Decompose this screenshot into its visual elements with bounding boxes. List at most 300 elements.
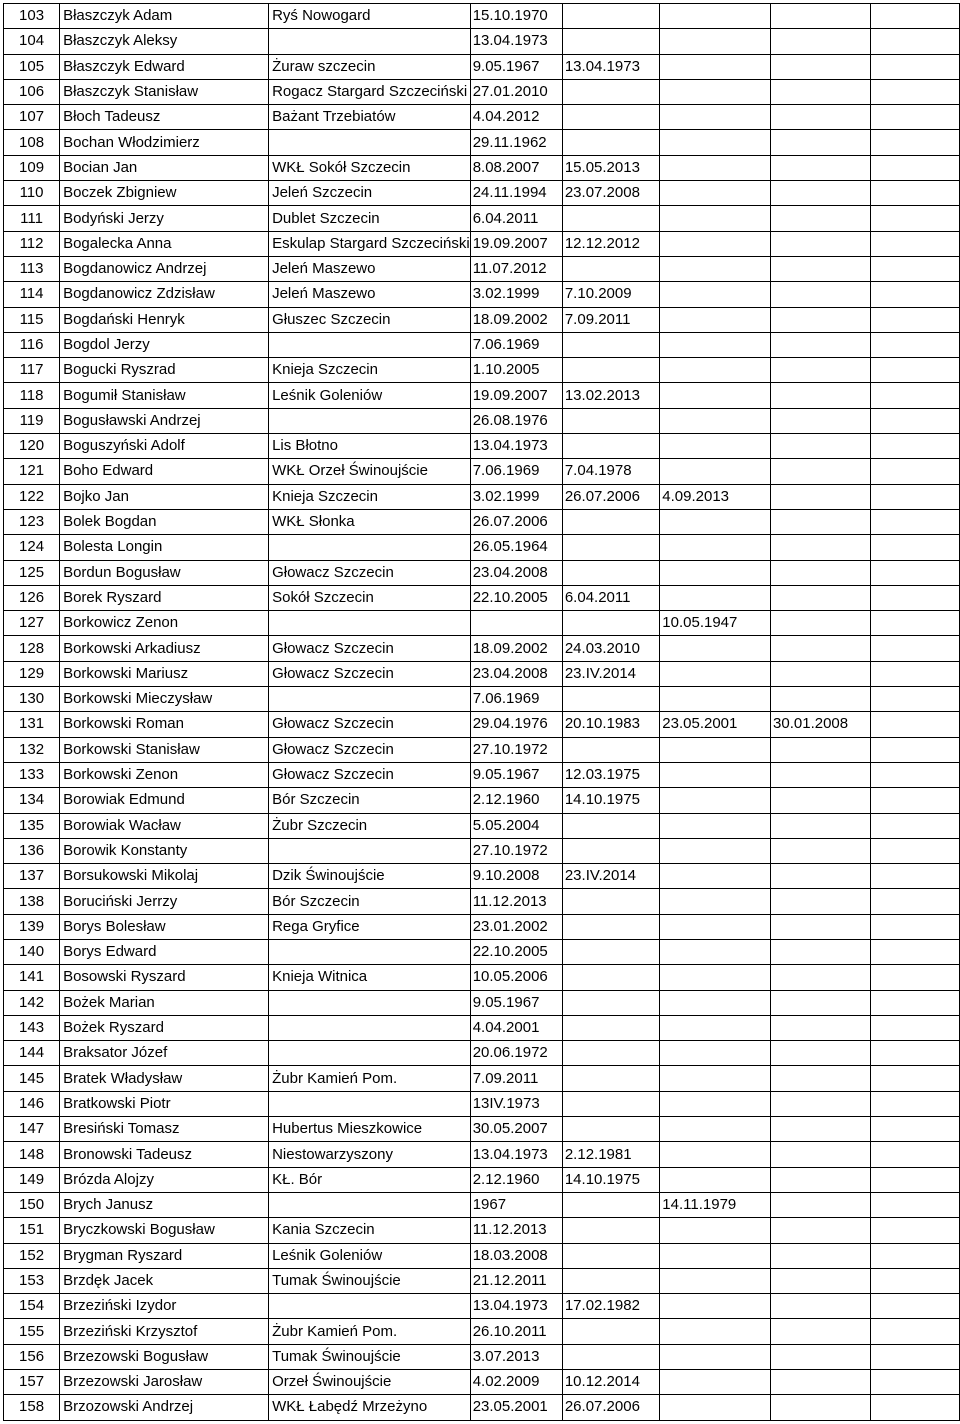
table-row xyxy=(4,1319,960,1344)
table-row xyxy=(4,484,960,509)
date-4-cell xyxy=(771,256,871,281)
date-1-cell: 7.06.1969 xyxy=(470,687,562,712)
member-name-cell: Borowiak Edmund xyxy=(60,788,269,813)
club-cell: Bór Szczecin xyxy=(269,788,471,813)
date-3-cell xyxy=(660,762,771,787)
table-row xyxy=(4,181,960,206)
club-cell xyxy=(269,939,471,964)
date-4-cell xyxy=(771,509,871,534)
member-name-cell: Bodyński Jerzy xyxy=(60,206,269,231)
date-1-cell: 11.07.2012 xyxy=(470,256,562,281)
date-2-cell xyxy=(562,206,659,231)
table-row xyxy=(4,509,960,534)
date-1-cell: 10.05.2006 xyxy=(470,965,562,990)
row-number-cell: 106 xyxy=(4,79,60,104)
member-name-cell: Borkowski Mariusz xyxy=(60,661,269,686)
row-number-cell: 114 xyxy=(4,282,60,307)
date-2-cell xyxy=(562,105,659,130)
row-number-cell: 131 xyxy=(4,712,60,737)
date-3-cell xyxy=(660,585,771,610)
club-cell: Rogacz Stargard Szczeciński xyxy=(269,79,471,104)
date-4-cell xyxy=(771,1294,871,1319)
date-1-cell xyxy=(470,611,562,636)
date-1-cell: 13.04.1973 xyxy=(470,29,562,54)
member-name-cell: Błoch Tadeusz xyxy=(60,105,269,130)
club-cell: Głowacz Szczecin xyxy=(269,762,471,787)
member-name-cell: Bryczkowski Bogusław xyxy=(60,1218,269,1243)
date-1-cell: 26.07.2006 xyxy=(470,509,562,534)
date-5-cell xyxy=(871,1192,960,1217)
table-row xyxy=(4,990,960,1015)
date-5-cell xyxy=(871,434,960,459)
table-row xyxy=(4,105,960,130)
row-number-cell: 107 xyxy=(4,105,60,130)
member-name-cell: Boho Edward xyxy=(60,459,269,484)
date-3-cell xyxy=(660,737,771,762)
date-3-cell xyxy=(660,4,771,29)
row-number-cell: 145 xyxy=(4,1066,60,1091)
date-2-cell xyxy=(562,130,659,155)
row-number-cell: 105 xyxy=(4,54,60,79)
date-3-cell xyxy=(660,1344,771,1369)
date-2-cell xyxy=(562,1015,659,1040)
date-2-cell xyxy=(562,1091,659,1116)
date-5-cell xyxy=(871,914,960,939)
date-4-cell: 30.01.2008 xyxy=(771,712,871,737)
member-name-cell: Borkowski Mieczysław xyxy=(60,687,269,712)
date-2-cell xyxy=(562,79,659,104)
date-5-cell xyxy=(871,130,960,155)
date-5-cell xyxy=(871,611,960,636)
row-number-cell: 139 xyxy=(4,914,60,939)
member-name-cell: Brych Janusz xyxy=(60,1192,269,1217)
date-3-cell xyxy=(660,1041,771,1066)
member-name-cell: Brzozowski Andrzej xyxy=(60,1395,269,1420)
table-row xyxy=(4,206,960,231)
row-number-cell: 103 xyxy=(4,4,60,29)
date-4-cell xyxy=(771,155,871,180)
table-row xyxy=(4,1268,960,1293)
row-number-cell: 115 xyxy=(4,307,60,332)
table-row xyxy=(4,838,960,863)
club-cell: Jeleń Maszewo xyxy=(269,282,471,307)
date-3-cell xyxy=(660,1395,771,1420)
member-name-cell: Bogumił Stanisław xyxy=(60,383,269,408)
club-cell: Głowacz Szczecin xyxy=(269,712,471,737)
date-4-cell xyxy=(771,332,871,357)
date-2-cell: 23.07.2008 xyxy=(562,181,659,206)
row-number-cell: 112 xyxy=(4,231,60,256)
date-5-cell xyxy=(871,737,960,762)
date-2-cell xyxy=(562,509,659,534)
date-3-cell xyxy=(660,155,771,180)
date-1-cell: 11.12.2013 xyxy=(470,1218,562,1243)
table-row xyxy=(4,1041,960,1066)
date-5-cell xyxy=(871,282,960,307)
table-row xyxy=(4,459,960,484)
date-2-cell: 24.03.2010 xyxy=(562,636,659,661)
date-2-cell: 26.07.2006 xyxy=(562,1395,659,1420)
date-3-cell xyxy=(660,990,771,1015)
club-cell xyxy=(269,332,471,357)
member-name-cell: Borowik Konstanty xyxy=(60,838,269,863)
member-name-cell: Bogdol Jerzy xyxy=(60,332,269,357)
row-number-cell: 153 xyxy=(4,1268,60,1293)
date-2-cell xyxy=(562,1041,659,1066)
member-name-cell: Bratkowski Piotr xyxy=(60,1091,269,1116)
date-3-cell xyxy=(660,105,771,130)
club-cell xyxy=(269,990,471,1015)
club-cell xyxy=(269,535,471,560)
date-1-cell: 3.02.1999 xyxy=(470,282,562,307)
date-4-cell xyxy=(771,990,871,1015)
date-2-cell: 2.12.1981 xyxy=(562,1142,659,1167)
date-5-cell xyxy=(871,307,960,332)
date-5-cell xyxy=(871,1041,960,1066)
date-4-cell xyxy=(771,611,871,636)
date-1-cell: 18.09.2002 xyxy=(470,636,562,661)
member-name-cell: Borkowski Arkadiusz xyxy=(60,636,269,661)
date-2-cell xyxy=(562,408,659,433)
row-number-cell: 113 xyxy=(4,256,60,281)
date-4-cell xyxy=(771,1117,871,1142)
member-name-cell: Borys Bolesław xyxy=(60,914,269,939)
date-1-cell: 27.10.1972 xyxy=(470,737,562,762)
date-2-cell xyxy=(562,813,659,838)
date-2-cell xyxy=(562,535,659,560)
row-number-cell: 146 xyxy=(4,1091,60,1116)
member-name-cell: Bronowski Tadeusz xyxy=(60,1142,269,1167)
date-4-cell xyxy=(771,813,871,838)
member-name-cell: Brzeziński Izydor xyxy=(60,1294,269,1319)
date-1-cell: 21.12.2011 xyxy=(470,1268,562,1293)
member-name-cell: Błaszczyk Aleksy xyxy=(60,29,269,54)
row-number-cell: 121 xyxy=(4,459,60,484)
date-4-cell xyxy=(771,79,871,104)
club-cell: Żubr Kamień Pom. xyxy=(269,1319,471,1344)
date-4-cell xyxy=(771,459,871,484)
date-4-cell xyxy=(771,383,871,408)
club-cell xyxy=(269,687,471,712)
club-cell xyxy=(269,1041,471,1066)
table-row xyxy=(4,1218,960,1243)
date-4-cell xyxy=(771,1167,871,1192)
date-4-cell xyxy=(771,1142,871,1167)
date-2-cell xyxy=(562,990,659,1015)
date-3-cell xyxy=(660,687,771,712)
date-1-cell: 18.03.2008 xyxy=(470,1243,562,1268)
date-1-cell: 23.04.2008 xyxy=(470,560,562,585)
row-number-cell: 149 xyxy=(4,1167,60,1192)
date-1-cell: 22.10.2005 xyxy=(470,585,562,610)
date-1-cell: 27.10.1972 xyxy=(470,838,562,863)
date-1-cell: 3.07.2013 xyxy=(470,1344,562,1369)
date-2-cell: 14.10.1975 xyxy=(562,1167,659,1192)
date-4-cell xyxy=(771,1243,871,1268)
member-name-cell: Bożek Marian xyxy=(60,990,269,1015)
table-row xyxy=(4,585,960,610)
date-3-cell xyxy=(660,206,771,231)
member-name-cell: Boczek Zbigniew xyxy=(60,181,269,206)
date-4-cell xyxy=(771,358,871,383)
date-4-cell xyxy=(771,838,871,863)
date-1-cell: 8.08.2007 xyxy=(470,155,562,180)
date-5-cell xyxy=(871,560,960,585)
row-number-cell: 124 xyxy=(4,535,60,560)
member-name-cell: Bolek Bogdan xyxy=(60,509,269,534)
date-3-cell: 23.05.2001 xyxy=(660,712,771,737)
member-name-cell: Borkowski Roman xyxy=(60,712,269,737)
row-number-cell: 130 xyxy=(4,687,60,712)
date-1-cell: 9.10.2008 xyxy=(470,864,562,889)
club-cell: Leśnik Goleniów xyxy=(269,383,471,408)
date-3-cell: 14.11.1979 xyxy=(660,1192,771,1217)
club-cell: Knieja Witnica xyxy=(269,965,471,990)
date-1-cell: 15.10.1970 xyxy=(470,4,562,29)
date-5-cell xyxy=(871,864,960,889)
date-5-cell xyxy=(871,535,960,560)
date-3-cell: 10.05.1947 xyxy=(660,611,771,636)
club-cell xyxy=(269,1015,471,1040)
date-3-cell xyxy=(660,661,771,686)
club-cell: Ryś Nowogard xyxy=(269,4,471,29)
table-row xyxy=(4,54,960,79)
date-1-cell: 24.11.1994 xyxy=(470,181,562,206)
row-number-cell: 138 xyxy=(4,889,60,914)
member-name-cell: Bożek Ryszard xyxy=(60,1015,269,1040)
row-number-cell: 132 xyxy=(4,737,60,762)
date-3-cell xyxy=(660,358,771,383)
date-3-cell xyxy=(660,332,771,357)
date-3-cell xyxy=(660,1218,771,1243)
date-1-cell: 22.10.2005 xyxy=(470,939,562,964)
table-row xyxy=(4,737,960,762)
club-cell xyxy=(269,408,471,433)
club-cell: Knieja Szczecin xyxy=(269,484,471,509)
table-row xyxy=(4,560,960,585)
date-4-cell xyxy=(771,687,871,712)
member-name-cell: Borys Edward xyxy=(60,939,269,964)
date-5-cell xyxy=(871,358,960,383)
club-cell: Niestowarzyszony xyxy=(269,1142,471,1167)
date-4-cell xyxy=(771,54,871,79)
date-1-cell: 5.05.2004 xyxy=(470,813,562,838)
member-name-cell: Bresiński Tomasz xyxy=(60,1117,269,1142)
date-2-cell xyxy=(562,256,659,281)
date-4-cell xyxy=(771,1344,871,1369)
row-number-cell: 157 xyxy=(4,1370,60,1395)
table-row xyxy=(4,1066,960,1091)
row-number-cell: 152 xyxy=(4,1243,60,1268)
member-name-cell: Bogusławski Andrzej xyxy=(60,408,269,433)
member-name-cell: Borowiak Wacław xyxy=(60,813,269,838)
row-number-cell: 140 xyxy=(4,939,60,964)
member-name-cell: Bojko Jan xyxy=(60,484,269,509)
club-cell: KŁ. Bór xyxy=(269,1167,471,1192)
table-row xyxy=(4,1167,960,1192)
date-5-cell xyxy=(871,1243,960,1268)
club-cell xyxy=(269,130,471,155)
date-1-cell: 26.08.1976 xyxy=(470,408,562,433)
table-row xyxy=(4,1370,960,1395)
date-4-cell xyxy=(771,585,871,610)
date-2-cell xyxy=(562,1218,659,1243)
date-3-cell xyxy=(660,307,771,332)
club-cell: WKŁ Słonka xyxy=(269,509,471,534)
row-number-cell: 134 xyxy=(4,788,60,813)
table-row xyxy=(4,307,960,332)
club-cell xyxy=(269,1192,471,1217)
date-5-cell xyxy=(871,762,960,787)
club-cell: Jeleń Maszewo xyxy=(269,256,471,281)
date-3-cell xyxy=(660,788,771,813)
date-1-cell: 7.06.1969 xyxy=(470,459,562,484)
row-number-cell: 142 xyxy=(4,990,60,1015)
date-2-cell: 17.02.1982 xyxy=(562,1294,659,1319)
table-row xyxy=(4,408,960,433)
date-1-cell: 20.06.1972 xyxy=(470,1041,562,1066)
date-2-cell xyxy=(562,939,659,964)
table-row xyxy=(4,1015,960,1040)
date-3-cell xyxy=(660,1167,771,1192)
date-3-cell xyxy=(660,813,771,838)
date-5-cell xyxy=(871,29,960,54)
date-1-cell: 9.05.1967 xyxy=(470,990,562,1015)
club-cell xyxy=(269,1294,471,1319)
row-number-cell: 104 xyxy=(4,29,60,54)
row-number-cell: 127 xyxy=(4,611,60,636)
date-1-cell: 23.01.2002 xyxy=(470,914,562,939)
date-5-cell xyxy=(871,838,960,863)
table-row xyxy=(4,332,960,357)
date-5-cell xyxy=(871,636,960,661)
date-3-cell xyxy=(660,1268,771,1293)
date-4-cell xyxy=(771,231,871,256)
table-row xyxy=(4,358,960,383)
member-name-cell: Bolesta Longin xyxy=(60,535,269,560)
date-2-cell: 12.12.2012 xyxy=(562,231,659,256)
club-cell xyxy=(269,1091,471,1116)
date-3-cell xyxy=(660,864,771,889)
date-2-cell xyxy=(562,1192,659,1217)
date-2-cell xyxy=(562,965,659,990)
date-1-cell: 26.05.1964 xyxy=(470,535,562,560)
date-2-cell xyxy=(562,1344,659,1369)
table-row xyxy=(4,889,960,914)
date-3-cell xyxy=(660,560,771,585)
date-4-cell xyxy=(771,1041,871,1066)
table-row xyxy=(4,155,960,180)
date-5-cell xyxy=(871,1370,960,1395)
date-4-cell xyxy=(771,434,871,459)
date-3-cell xyxy=(660,1015,771,1040)
date-1-cell: 2.12.1960 xyxy=(470,1167,562,1192)
member-name-cell: Brzdęk Jacek xyxy=(60,1268,269,1293)
row-number-cell: 154 xyxy=(4,1294,60,1319)
date-5-cell xyxy=(871,1066,960,1091)
row-number-cell: 108 xyxy=(4,130,60,155)
date-2-cell: 7.10.2009 xyxy=(562,282,659,307)
date-4-cell xyxy=(771,939,871,964)
club-cell: WKŁ Łabędź Mrzeżyno xyxy=(269,1395,471,1420)
date-5-cell xyxy=(871,484,960,509)
date-4-cell xyxy=(771,1319,871,1344)
date-1-cell: 4.04.2012 xyxy=(470,105,562,130)
table-row xyxy=(4,282,960,307)
date-3-cell xyxy=(660,939,771,964)
date-3-cell xyxy=(660,181,771,206)
date-2-cell xyxy=(562,434,659,459)
date-4-cell xyxy=(771,737,871,762)
club-cell: Jeleń Szczecin xyxy=(269,181,471,206)
row-number-cell: 135 xyxy=(4,813,60,838)
member-name-cell: Boguszyński Adolf xyxy=(60,434,269,459)
date-1-cell: 13IV.1973 xyxy=(470,1091,562,1116)
date-5-cell xyxy=(871,661,960,686)
date-1-cell: 26.10.2011 xyxy=(470,1319,562,1344)
date-2-cell: 14.10.1975 xyxy=(562,788,659,813)
club-cell: Hubertus Mieszkowice xyxy=(269,1117,471,1142)
table-row xyxy=(4,788,960,813)
row-number-cell: 110 xyxy=(4,181,60,206)
date-1-cell: 27.01.2010 xyxy=(470,79,562,104)
date-4-cell xyxy=(771,4,871,29)
date-4-cell xyxy=(771,535,871,560)
table-row xyxy=(4,383,960,408)
date-1-cell: 19.09.2007 xyxy=(470,231,562,256)
date-1-cell: 7.06.1969 xyxy=(470,332,562,357)
row-number-cell: 123 xyxy=(4,509,60,534)
table-row xyxy=(4,813,960,838)
members-table xyxy=(3,3,960,1421)
member-name-cell: Błaszczyk Adam xyxy=(60,4,269,29)
table-row xyxy=(4,687,960,712)
date-5-cell xyxy=(871,105,960,130)
row-number-cell: 133 xyxy=(4,762,60,787)
club-cell: Sokół Szczecin xyxy=(269,585,471,610)
date-1-cell: 9.05.1967 xyxy=(470,762,562,787)
date-3-cell xyxy=(660,889,771,914)
date-1-cell: 7.09.2011 xyxy=(470,1066,562,1091)
date-2-cell: 13.04.1973 xyxy=(562,54,659,79)
date-5-cell xyxy=(871,459,960,484)
date-1-cell: 29.11.1962 xyxy=(470,130,562,155)
club-cell: Leśnik Goleniów xyxy=(269,1243,471,1268)
date-1-cell: 1967 xyxy=(470,1192,562,1217)
table-row xyxy=(4,256,960,281)
date-2-cell xyxy=(562,737,659,762)
member-name-cell: Błaszczyk Stanisław xyxy=(60,79,269,104)
date-4-cell xyxy=(771,408,871,433)
date-5-cell xyxy=(871,383,960,408)
row-number-cell: 143 xyxy=(4,1015,60,1040)
member-name-cell: Borkowski Stanisław xyxy=(60,737,269,762)
member-name-cell: Bogucki Ryszrad xyxy=(60,358,269,383)
row-number-cell: 116 xyxy=(4,332,60,357)
date-4-cell xyxy=(771,965,871,990)
table-row xyxy=(4,965,960,990)
member-name-cell: Bordun Bogusław xyxy=(60,560,269,585)
club-cell: Głowacz Szczecin xyxy=(269,661,471,686)
date-5-cell xyxy=(871,712,960,737)
member-name-cell: Brózda Alojzy xyxy=(60,1167,269,1192)
club-cell: Żubr Kamień Pom. xyxy=(269,1066,471,1091)
table-row xyxy=(4,1294,960,1319)
date-5-cell xyxy=(871,585,960,610)
date-1-cell: 4.04.2001 xyxy=(470,1015,562,1040)
date-1-cell: 13.04.1973 xyxy=(470,434,562,459)
date-3-cell xyxy=(660,1142,771,1167)
